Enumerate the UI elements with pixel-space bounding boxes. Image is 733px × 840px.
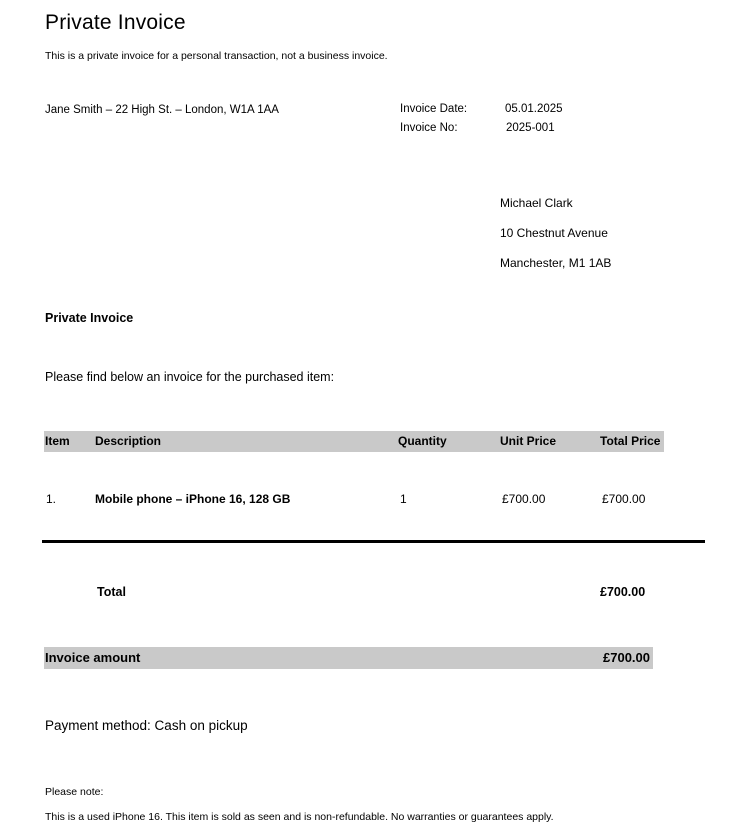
column-header-quantity: Quantity (398, 434, 447, 448)
column-header-item: Item (45, 434, 70, 448)
invoice-amount-label: Invoice amount (45, 650, 141, 665)
table-bottom-rule (42, 540, 705, 543)
invoice-amount-row (44, 647, 653, 669)
payment-method-line: Payment method: Cash on pickup (45, 718, 248, 733)
table-row-quantity: 1 (400, 492, 407, 506)
sender-address-line: Jane Smith – 22 High St. – London, W1A 1AA (45, 104, 279, 116)
recipient-city: Manchester, M1 1AB (500, 256, 612, 270)
invoice-date-label: Invoice Date: (400, 103, 468, 115)
table-row-description: Mobile phone – iPhone 16, 128 GB (95, 492, 291, 506)
column-header-unit-price: Unit Price (500, 434, 557, 448)
column-header-total-price: Total Price (600, 434, 661, 448)
note-text: This is a used iPhone 16. This item is sold as seen and is non-refundable. No warranties or guarantees apply. (45, 811, 554, 823)
table-row-total-price: £700.00 (602, 492, 646, 506)
total-label: Total (97, 585, 126, 599)
intro-text: Please find below an invoice for the purchased item: (45, 370, 335, 384)
document-title: Private Invoice (45, 11, 186, 34)
table-row-item-no: 1. (46, 492, 57, 506)
section-heading: Private Invoice (45, 311, 134, 325)
invoice-no-value: 2025-001 (506, 122, 555, 134)
total-value: £700.00 (600, 585, 646, 599)
column-header-description: Description (95, 434, 162, 448)
invoice-no-label: Invoice No: (400, 122, 458, 134)
invoice-amount-value: £700.00 (603, 650, 650, 665)
note-heading: Please note: (45, 786, 104, 798)
table-row-unit-price: £700.00 (502, 492, 546, 506)
recipient-street: 10 Chestnut Avenue (500, 226, 608, 240)
document-subtitle: This is a private invoice for a personal transaction, not a business invoice. (45, 50, 388, 62)
invoice-date-value: 05.01.2025 (505, 103, 563, 115)
table-header-row (44, 431, 664, 452)
recipient-name: Michael Clark (500, 196, 573, 210)
